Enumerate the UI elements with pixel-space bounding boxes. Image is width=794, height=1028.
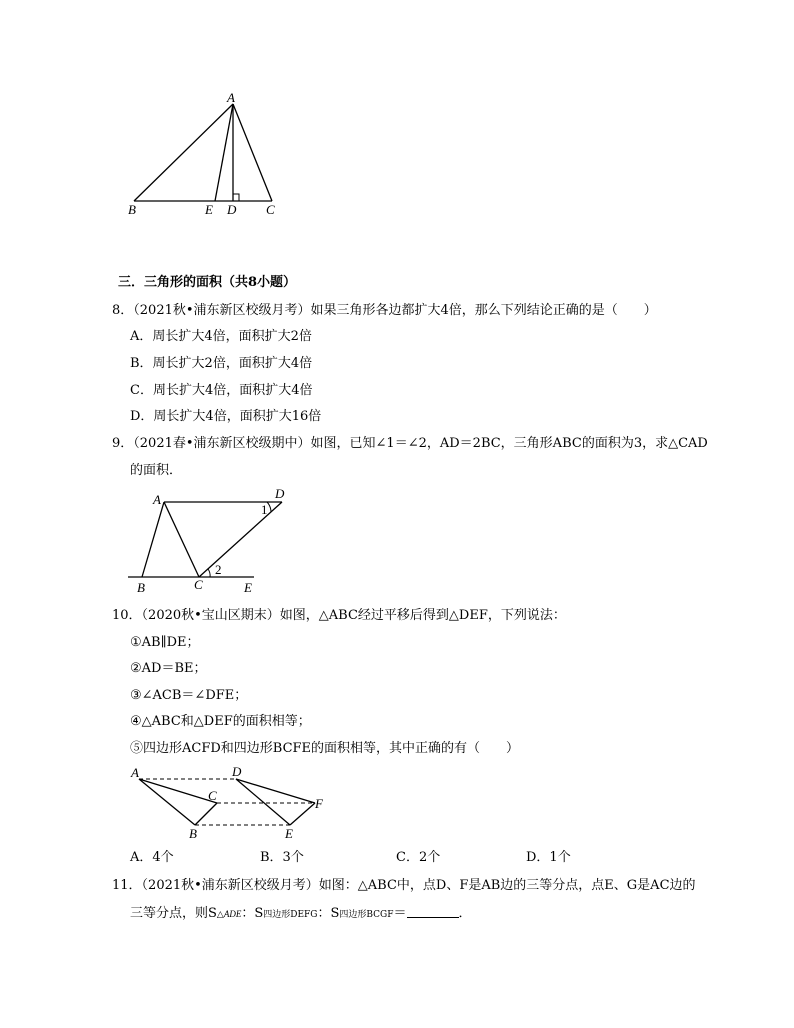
segment-ab [142, 502, 164, 577]
q8-text: （2021秋•浦东新区校级月考）如果三角形各边都扩大4倍，那么下列结论正确的是（ ） [133, 303, 657, 318]
q11-sub-bcgf: 四边形BCGF [339, 910, 394, 920]
segment-ef [290, 803, 315, 825]
label-e: E [285, 826, 293, 841]
q8-option-b: B．周长扩大2倍，面积扩大4倍 [130, 356, 313, 371]
q10-number: 10． [112, 608, 142, 623]
label-c: C [194, 577, 203, 592]
label-b: B [137, 580, 145, 595]
q11-stem-line2 [130, 906, 472, 923]
q10-item-3: ③∠ACB＝∠DFE； [130, 688, 248, 703]
q11-number: 11． [112, 878, 142, 893]
segment-ac [139, 779, 217, 803]
q10-option-c: C．2个 [396, 850, 441, 865]
q9-number: 9． [112, 436, 134, 451]
label-angle-1: 1 [261, 502, 268, 517]
label-angle-2: 2 [215, 562, 222, 577]
segment-bc [195, 803, 217, 825]
q11-period: ． [458, 906, 472, 921]
q11-answer-blank[interactable] [407, 906, 459, 918]
q9-text-line1: （2021春•浦东新区校级期中）如图，已知∠1＝∠2，AD＝2BC，三角形ABC的面积为3，求△CAD [133, 436, 708, 451]
q9-stem-line1 [112, 436, 708, 452]
q9-stem-line2: 的面积． [130, 463, 183, 478]
q11-equals: ＝ [393, 906, 407, 921]
q8-option-d: D．周长扩大4倍，面积扩大16倍 [130, 409, 322, 424]
label-b: B [128, 202, 136, 217]
right-angle-mark [233, 194, 239, 201]
section-title: 三．三角形的面积（共8小题） [118, 275, 297, 290]
label-d: D [232, 764, 242, 779]
label-b: B [189, 826, 197, 841]
label-a: A [153, 492, 161, 507]
label-e: E [205, 202, 213, 217]
q11-text-prefix: 三等分点，则S [130, 906, 217, 921]
q10-option-d: D．1个 [526, 850, 571, 865]
q8-option-a: A．周长扩大4倍，面积扩大2倍 [130, 329, 312, 344]
q11-text-line1: （2021秋•浦东新区校级月考）如图：△ABC中，点D、F是AB边的三等分点，点E、G是AC边的 [141, 878, 696, 893]
q10-item-5: ⑤四边形ACFD和四边形BCFE的面积相等，其中正确的有（ ） [130, 741, 520, 756]
q10-item-1: ①AB∥DE； [130, 635, 200, 650]
label-c: C [266, 202, 275, 217]
segment-de [236, 779, 290, 825]
segment-cd [199, 502, 282, 577]
q11-stem-line1 [112, 878, 696, 894]
angle-2-arc [208, 569, 210, 577]
label-e: E [244, 580, 252, 595]
label-d: D [227, 202, 237, 217]
q11-colon-1: ：S [241, 906, 264, 921]
label-a: A [131, 765, 139, 780]
q10-option-b: B．3个 [260, 850, 304, 865]
label-c: C [208, 788, 217, 803]
label-a: A [227, 90, 235, 105]
segment-ac [233, 104, 272, 201]
q10-stem [112, 608, 566, 624]
q10-text: （2020秋•宝山区期末）如图，△ABC经过平移后得到△DEF，下列说法： [141, 608, 566, 623]
segment-df [236, 779, 315, 803]
figure-triangle-altitude [120, 88, 290, 220]
q10-item-2: ②AD＝BE； [130, 661, 207, 676]
label-d: D [275, 486, 285, 501]
figure-q10 [125, 763, 335, 843]
segment-ac [164, 502, 199, 577]
angle-1-arc [267, 502, 271, 512]
q10-item-4: ④△ABC和△DEF的面积相等； [130, 714, 311, 729]
q8-number: 8． [112, 303, 134, 318]
label-f: F [315, 796, 323, 811]
q8-stem [112, 303, 657, 319]
q8-option-c: C．周长扩大4倍，面积扩大4倍 [130, 383, 313, 398]
q11-sub-defg: 四边形DEFG [263, 910, 318, 920]
q10-option-a: A．4个 [130, 850, 174, 865]
figure-q9 [120, 485, 290, 597]
segment-ab [139, 779, 195, 825]
q11-sub-ade: △ADE [216, 909, 242, 919]
q11-colon-2: ：S [317, 906, 340, 921]
